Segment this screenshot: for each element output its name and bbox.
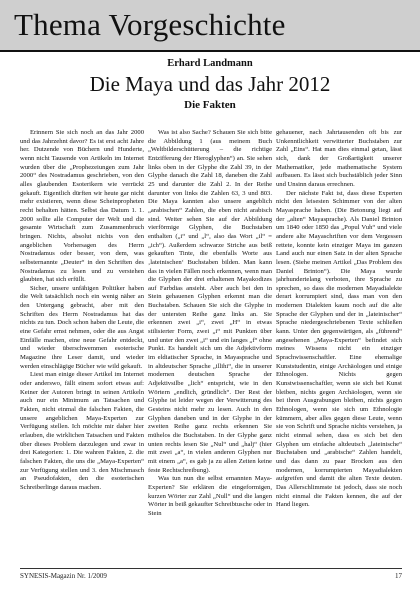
text-column-1 [20,129,144,563]
paragraph: Liest man einige dieser Artikel im Internet oder anderswo, fällt einem sofort etwas auf: Keiner der Autoren bringt in seinen Artikeln auch nur ein Minimum an Tatsachen und Fakten, nicht einmal die falschen Fakten, die unsere angeblichen Maya-Experten zur Verfügung stellen. Ich möchte mir daher hier erlauben, die wirklichen Tatsachen und Fakten über dieses Problem darzulegen und zwar in drei Kategorien: 1. Die wahren Fakten, 2. die falschen Fakten, die uns die „Maya-Experten“ zur Verfügung stellen und 3. den Mischmasch an Pseudofakten, den die esoterischen Schreiberlinge daraus machen. [20,371,144,491]
paragraph: Was ist also Sache? Schauen Sie sich bitte die Abbildung 1 (aus meinem Buch „Weltbilderschütterung – die richtige Entzifferung der Hieroglyphen“) an. Sie sehen links oben in der Glyphe die Zahl 39, in der Glyphe danach die Zahl 18, daneben die Zahl 25 und darunter die Zahl 2. In der Reihe darunter von links die Zahlen 63, 3 und 803. Die Maya kannten also unsere angeblich „arabischen“ Zahlen, die eben nicht arabisch sind. Weiter sehen Sie auf der Abbildung vierförmige Glyphen, die Buchstaben enthalten („i“ und „l“, also das Wort „il“ = „ich“). Außerdem schwarze Striche aus beiß gekauften Tinte, die ebenfalls Worte aus ‚lateinischen‘ Buchstaben bilden. Man kann das in vielen Fällen noch erkennen, wenn man die Glyphen der drei erhaltenen Mayakodizes auf Farbdias ansieht. Aber auch bei den in Stein gehauenen Glyphen erkennt man die Buchstaben. Schauen Sie sich die Glyphe in der untersten Reihe ganz links an. Sie erkennen zwei „i“, zwei „H“ in etwas stilisierter Form, zwei „i“ mit Punkten über und unter den zwei „i“ und ein langes „f“ ohne Punkt. Es handelt sich um die Adjektivform im eldiatischer Sprache, in Mayasprache und in altdeutscher Sprache „illihi“, die in unserer modernen deutschen Sprache der Adjektivsilbe „lich“ entspricht, wie in den Wörtern „endlich, gründlich“. Der Rest der Glyphe ist leider wegen der Verwitterung des Gesteins nicht mehr zu lesen. Auch in den Glyphen daneben und in der Glyphe in der zweiten Reihe ganz rechts erkennen Sie mühelos die Buchstaben. In der Glyphe ganz unten rechts lesen Sie „Nul“ und „halj“ (hier mit zwei „a“, in vielen anderen Glyphen nur mit einem „a“, es gab ja zu allen Zeiten keine feste Rechtschreibung). [148,129,272,474]
rubric-banner [0,0,420,50]
page-number: 17 [395,572,402,580]
rubric-divider [0,50,420,52]
rubric-title: Thema Vorgeschichte [14,7,286,42]
article-title: Die Maya und das Jahr 2012 [89,72,331,96]
text-column-3 [276,129,402,563]
paragraph: gehauener, nach Jahrtausenden oft bis zur Unkenntlichkeit verwitterter Buchstaben zur Zahl „Eins“. Hat man dies einmal getan, lässt sich, dank der Großartigkeit unserer Mathematiker, jede mathematische System aufbauen. Es lässt sich buchstäblich jeder Sinn und Unsinn daraus errechnen. [276,129,402,188]
paragraph: Erinnern Sie sich noch an das Jahr 2000 und das Jahrzehnt davor? Es ist erst acht Jahre her. Dutzende von Büchern und Hunderte, wenn nicht Tausende von Artikeln im Internet wurden über die „Prophezeiungen zum Jahr 2000“ des Nostradamus geschrieben, von den alles glaubenden Esoterikern wie verrückt gekauft. Eigentlich dürften wir heute gar nicht mehr existieren, wenn diese Scheinpropheten recht behalten hätten. Selbst das Datum 1. 1. 2000 sollte alle Computer der Welt und die gesamte Wirtschaft zum Zusammenbruch bringen. Nichts, absolut nichts von den angeblichen Vorhersagen des Herrn Nostradamus oder besser, von dem, was selbsternannte „Deuter“ in den Schriften des Nostradamus zu lesen und zu verstehen glaubten, hat sich erfüllt. [20,129,144,284]
article-author: Erhard Landmann [167,58,253,69]
text-column-2 [148,129,272,563]
paragraph: Sicher, unsere unfähigen Politiker haben die Welt tatsächlich noch ein wenig näher an den Untergang gebracht, aber mit den Schriften des Herrn Nostradamus hat das nichts zu tun. Doch schon haben die Leute, die eine Gefahr ernst nehmen, oder die aus Angst Einfälle machen, eine neue Gefahr entdeckt, und wieder überschwemmen esoterische Magazine ihre Leser damit, und wieder werden einschlägige Bücher wie wild gekauft. [20,284,144,370]
magazine-name: SYNESIS-Magazin Nr. 1/2009 [20,572,107,580]
paragraph: Der nächste Fakt ist, dass diese Experten nicht den leisesten Schimmer von der alten Mayasprache haben. (Die Betonung liegt auf der „alten“ Mayasprache). Als Daniel Brinton um 1840 oder 1850 das „Popul Vuh“ und viele andere alte Mayaschriften vor dem Vergessen rettete, konnte kein einziger Maya im ganzen Land auch nur einen Satz in der alten Sprache lesen. (Siehe meinen Artikel „Das Problem des Daniel Brinton“). Die Maya wurde jahrhundertelang verboten, ihre Sprache zu sprechen, so dass die modernen Mayadialekte derart korrumpiert sind, dass man von den modernen Dialekten kaum noch auf die alte Sprache der Glyphen und der in „lateinischer“ Sprache niedergeschriebenen Texte schließen kann. Unter den gegenwärtigen, als „führend“ angesehenen „Maya-Experten“ befindet sich meines Wissens nicht ein einziger Sprachwissenschaftler. Eine ehemalige Kunststudentin, einige Archäologen und einige Ethnologen. Nichts gegen Kunstwissenschaftler, wenn sie sich bei Kunst bleiben, nichts gegen Archäologen, wenn sie bei ihren Ausgrabungen bleiben, nichts gegen Ethnologen, wenn sie sich um Ethnologie kümmern, aber alles gegen diese Leute, wenn sie von Schrift und Sprache nichts verstehen, ja nicht einmal sehen, dass es sich bei den Glyphen um einfache altdeutsch „lateinische“ Buchstaben und „arabische“ Zahlen handelt, und das dann zu paar Brocken aus den modernen, korrumpierten Mayadialekten aufgreifen und damit die alten Texte deuten. Das Allerschlimmste ist jedoch, dass sie noch nicht einmal die Fakten kennen, die auf der Hand liegen. [276,189,402,509]
paragraph: Was tun nun die selbst ernannten Maya-Experten? Sie erklären die eingeformigen, kurzen Wörter zur Zahl „Null“ und die langen Wörter in beiß gekaufter Schreibtusche oder in Stein [148,475,272,517]
article-subtitle: Die Fakten [184,99,236,111]
footer-divider [20,568,402,569]
